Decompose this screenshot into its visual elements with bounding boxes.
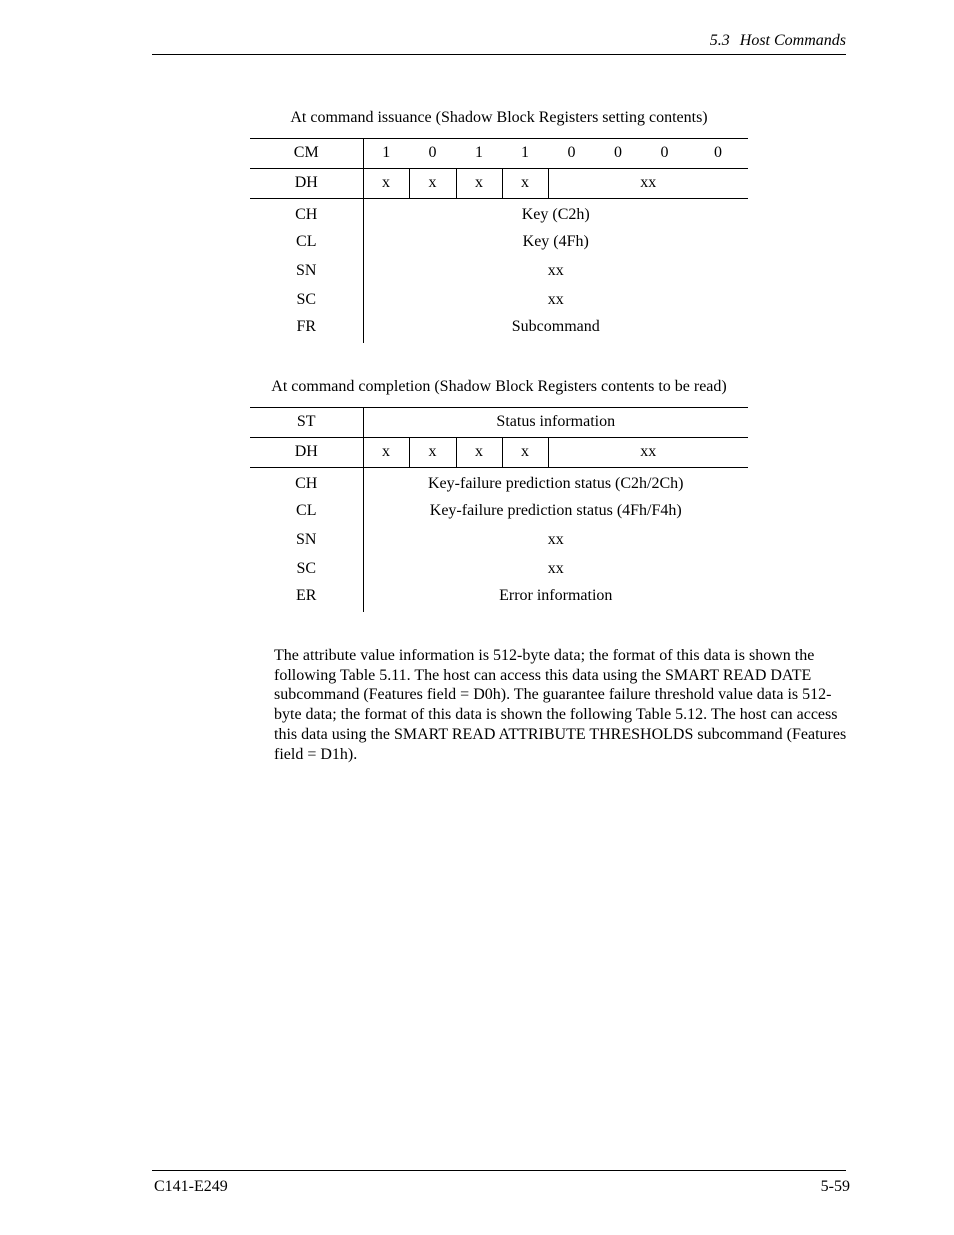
ch-label: CH xyxy=(250,467,363,496)
fr-label: FR xyxy=(250,314,363,343)
dh-bit-4: x xyxy=(502,437,548,467)
dh-bit-6: x xyxy=(409,437,456,467)
dh-bit-4: x xyxy=(502,168,548,198)
cl-value: Key-failure prediction status (4Fh/F4h) xyxy=(429,501,682,519)
dh-label: DH xyxy=(250,168,363,198)
er-label: ER xyxy=(250,583,363,612)
cm-bit-2: 0 xyxy=(595,138,641,168)
cm-bit-5: 1 xyxy=(456,138,502,168)
ch-label: CH xyxy=(250,198,363,227)
sn-label: SN xyxy=(250,256,363,285)
dh-label: DH xyxy=(250,437,363,467)
ch-value: Key (C2h) xyxy=(521,205,590,223)
cm-bit-6: 0 xyxy=(409,138,456,168)
sc-label: SC xyxy=(250,285,363,314)
sn-value: xx xyxy=(547,261,564,279)
sn-value: xx xyxy=(547,530,564,548)
body-paragraph: The attribute value information is 512-byte data; the format of this data is shown the following Table 5.11. The host can access this data using the SMART READ DATE subcommand (Features field = D0h). The guarantee failure threshold value data is 512-byte data; the format of this data is shown the following Table 5.12. The host can access this data using the SMART READ ATTRIBUTE THRESHOLDS subcommand (Features field = D1h). xyxy=(274,647,847,763)
dh-bit-7: x xyxy=(363,168,409,198)
dh-low-bits: xx xyxy=(548,437,748,467)
section-number: 5.3 xyxy=(709,32,730,49)
completion-caption: At command completion (Shadow Block Registers contents to be read) xyxy=(250,367,748,407)
doc-id: C141-E249 xyxy=(154,1178,228,1195)
cm-bit-1: 0 xyxy=(641,138,688,168)
cm-bit-4: 1 xyxy=(502,138,548,168)
fr-value: Subcommand xyxy=(511,317,600,335)
sc-label: SC xyxy=(250,554,363,583)
page-footer xyxy=(152,1170,850,1195)
dh-bit-7: x xyxy=(363,437,409,467)
cl-label: CL xyxy=(250,496,363,525)
sc-value: xx xyxy=(547,559,564,577)
sn-label: SN xyxy=(250,525,363,554)
st-label: ST xyxy=(250,407,363,437)
sc-value: xx xyxy=(547,290,564,308)
cm-label: CM xyxy=(250,138,363,168)
ch-value: Key-failure prediction status (C2h/2Ch) xyxy=(428,474,684,492)
cl-label: CL xyxy=(250,227,363,256)
cm-bit-3: 0 xyxy=(548,138,595,168)
issuance-caption: At command issuance (Shadow Block Registers setting contents) xyxy=(250,98,748,138)
dh-bit-5: x xyxy=(456,168,502,198)
st-value: Status information xyxy=(363,407,748,437)
page-number: 5-59 xyxy=(820,1178,850,1195)
page-header xyxy=(152,30,846,55)
dh-bit-6: x xyxy=(409,168,456,198)
er-value: Error information xyxy=(499,586,613,604)
dh-low-bits: xx xyxy=(548,168,748,198)
issuance-register-table xyxy=(250,98,748,343)
cm-bit-0: 0 xyxy=(688,138,748,168)
dh-bit-5: x xyxy=(456,437,502,467)
cm-bit-7: 1 xyxy=(363,138,409,168)
completion-register-table xyxy=(250,367,748,612)
cl-value: Key (4Fh) xyxy=(522,232,589,250)
section-title: Host Commands xyxy=(739,32,846,49)
